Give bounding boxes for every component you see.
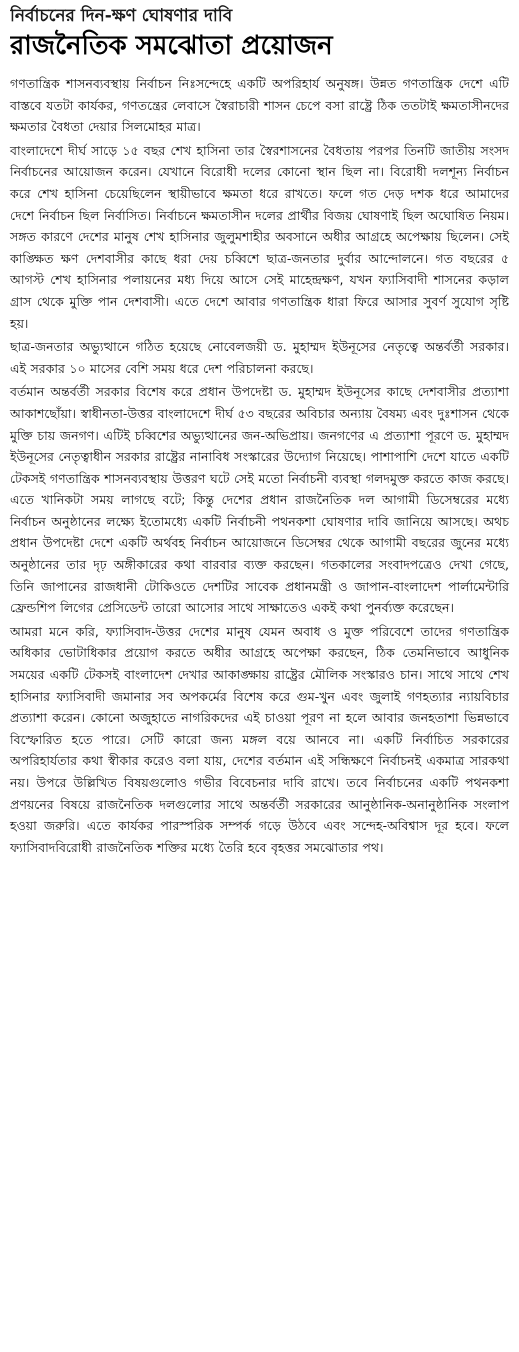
article-paragraph: ছাত্র-জনতার অভ্যুত্থানে গঠিত হয়েছে নোবেলজয়ী ড. মুহাম্মদ ইউনূসের নেতৃত্বে অন্তর্বর্তী সরকার। এই সরকার ১০ মাসের বেশি সময় ধরে দেশ পরিচালনা করছে। [10, 339, 509, 376]
article-headline: রাজনৈতিক সমঝোতা প্রয়োজন [10, 31, 333, 61]
article-paragraph: বাংলাদেশে দীর্ঘ সাড়ে ১৫ বছর শেখ হাসিনা তার স্বৈরশাসনের বৈধতায় পরপর তিনটি জাতীয় সংসদ নির্বাচনের আয়োজন করেন। যেখানে বিরোধী দলের কোনো স্থান ছিল না। বিরোধী দলশূন্য নির্বাচন করে শেখ হাসিনা চেয়েছিলেন স্থায়ীভাবে ক্ষমতা ধরে রাখতে। ফলে গত দেড় দশক ধরে আমাদের দেশে নির্বাচন ছিল নির্বাসিত। নির্বাচনে ক্ষমতাসীন দলের প্রার্থীর বিজয় ঘোষণাই ছিল অঘোষিত নিয়ম। সঙ্গত কারণে দেশের মানুষ শেখ হাসিনার জুলুমশাহীর অবসানে অধীর আগ্রহে অপেক্ষায় ছিলেন। সেই কাঙ্ক্ষিত ক্ষণ দেশবাসীর কাছে ধরা দেয় চব্বিশে ছাত্র-জনতার দুর্বার আন্দোলনে। গত বছরের ৫ আগস্ট শেখ হাসিনার পলায়নের মধ্য দিয়ে আসে সেই মাহেন্দ্রক্ষণ, যখন ফ্যাসিবাদী শাসনের কড়াল গ্রাস থেকে মুক্তি পান দেশবাসী। এতে দেশে আবার গণতান্ত্রিক ধারা ফিরে আসার সুবর্ণ সুযোগ সৃষ্টি হয়। [10, 142, 509, 331]
article-paragraph: আমরা মনে করি, ফ্যাসিবাদ-উত্তর দেশের মানুষ যেমন অবাধ ও মুক্ত পরিবেশে তাদের গণতান্ত্রিক অধিকার ভোটাধিকার প্রয়োগ করতে অধীর আগ্রহে অপেক্ষা করছেন, ঠিক তেমনিভাবে আধুনিক সময়ের একটি টেকসই বাংলাদেশ দেখার আকাঙ্ক্ষায় রাষ্ট্রের মৌলিক সংস্কারও চান। সাথে সাথে শেখ হাসিনার ফ্যাসিবাদী জমানার সব অপকর্মের বিশেষ করে গুম-খুন এবং জুলাই গণহত্যার ন্যায়বিচার প্রত্যাশা করেন। কোনো অজুহাতে নাগরিকদের এই চাওয়া পূরণ না হলে আবার জনহতাশা ভিন্নভাবে বিস্ফোরিত হতে পারে। সেটি কারো জন্য মঙ্গল বয়ে আনবে না। একটি নির্বাচিত সরকারের অপরিহার্যতার কথা স্বীকার করেও বলা যায়, দেশের বর্তমান এই সন্ধিক্ষণে নির্বাচনই একমাত্র সারকথা নয়। উপরে উল্লিখিত বিষয়গুলোও গভীর বিবেচনার দাবি রাখে। তবে নির্বাচনের একটি পথনকশা প্রণয়নের বিষয়ে রাজনৈতিক দলগুলোর সাথে অন্তর্বর্তী সরকারের আনুষ্ঠানিক-অনানুষ্ঠানিক সংলাপ হওয়া জরুরি। এতে কার্যকর পারস্পরিক সম্পর্ক গড়ে উঠবে এবং সন্দেহ-অবিশ্বাস দূর হবে। ফলে ফ্যাসিবাদবিরোধী রাজনৈতিক শক্তির মধ্যে তৈরি হবে বৃহত্তর সমঝোতার পথ। [10, 623, 509, 855]
article-paragraph: গণতান্ত্রিক শাসনব্যবস্থায় নির্বাচন নিঃসন্দেহে একটি অপরিহার্য অনুষঙ্গ। উন্নত গণতান্ত্রিক দেশে এটি বাস্তবে যতটা কার্যকর, গণতন্ত্রের লেবাসে স্বৈরাচারী শাসন চেপে বসা রাষ্ট্রে ঠিক ততটাই ক্ষমতাসীনদের ক্ষমতার বৈধতা দেয়ার সিলমোহর মাত্র। [10, 76, 509, 135]
article-paragraph: বর্তমান অন্তর্বর্তী সরকার বিশেষ করে প্রধান উপদেষ্টা ড. মুহাম্মদ ইউনূসের কাছে দেশবাসীর প্রত্যাশা আকাশছোঁয়া। স্বাধীনতা-উত্তর বাংলাদেশে দীর্ঘ ৫৩ বছরের অবিচার অন্যায় বৈষম্য এবং দুঃশাসন থেকে মুক্তি চায় জনগণ। এটিই চব্বিশের অভ্যুত্থানের জন-অভিপ্রায়। জনগণের এ প্রত্যাশা পূরণে ড. মুহাম্মদ ইউনূসের নেতৃত্বাধীন সরকার রাষ্ট্রের নানাবিধ সংস্কারের উদ্যোগ নিয়েছে। পাশাপাশি দেশে যাতে একটি টেকসই গণতান্ত্রিক শাসনব্যবস্থায় উত্তরণ ঘটে সেই মতো নির্বাচনী ব্যবস্থা গলদমুক্ত করতে কাজ করছে। এতে খানিকটা সময় লাগছে বটে; কিন্তু দেশের প্রধান রাজনৈতিক দল আগামী ডিসেম্বরের মধ্যে নির্বাচন অনুষ্ঠানের লক্ষ্যে ইতোমধ্যে একটি নির্বাচনী পথনকশা ঘোষণার দাবি জানিয়ে আসছে। অথচ প্রধান উপদেষ্টা দেশে একটি অর্থবহ নির্বাচন আয়োজনে ডিসেম্বর থেকে আগামী বছরের জুনের মধ্যে অনুষ্ঠানের তার দৃঢ় অঙ্গীকারের কথা বারবার ব্যক্ত করছেন। গতকালের সংবাদপত্রেও দেখা গেছে, তিনি জাপানের রাজধানী টোকিওতে দেশটির সাবেক প্রধানমন্ত্রী ও জাপান-বাংলাদেশ পার্লামেন্টারি ফ্রেন্ডশিপ লিগের প্রেসিডেন্ট তারো আসোর সাথে সাক্ষাতেও একই কথা পুনর্ব্যক্ত করেছেন। [10, 384, 509, 616]
article-kicker: নির্বাচনের দিন-ক্ষণ ঘোষণার দাবি [10, 6, 233, 26]
article-body [10, 73, 509, 858]
